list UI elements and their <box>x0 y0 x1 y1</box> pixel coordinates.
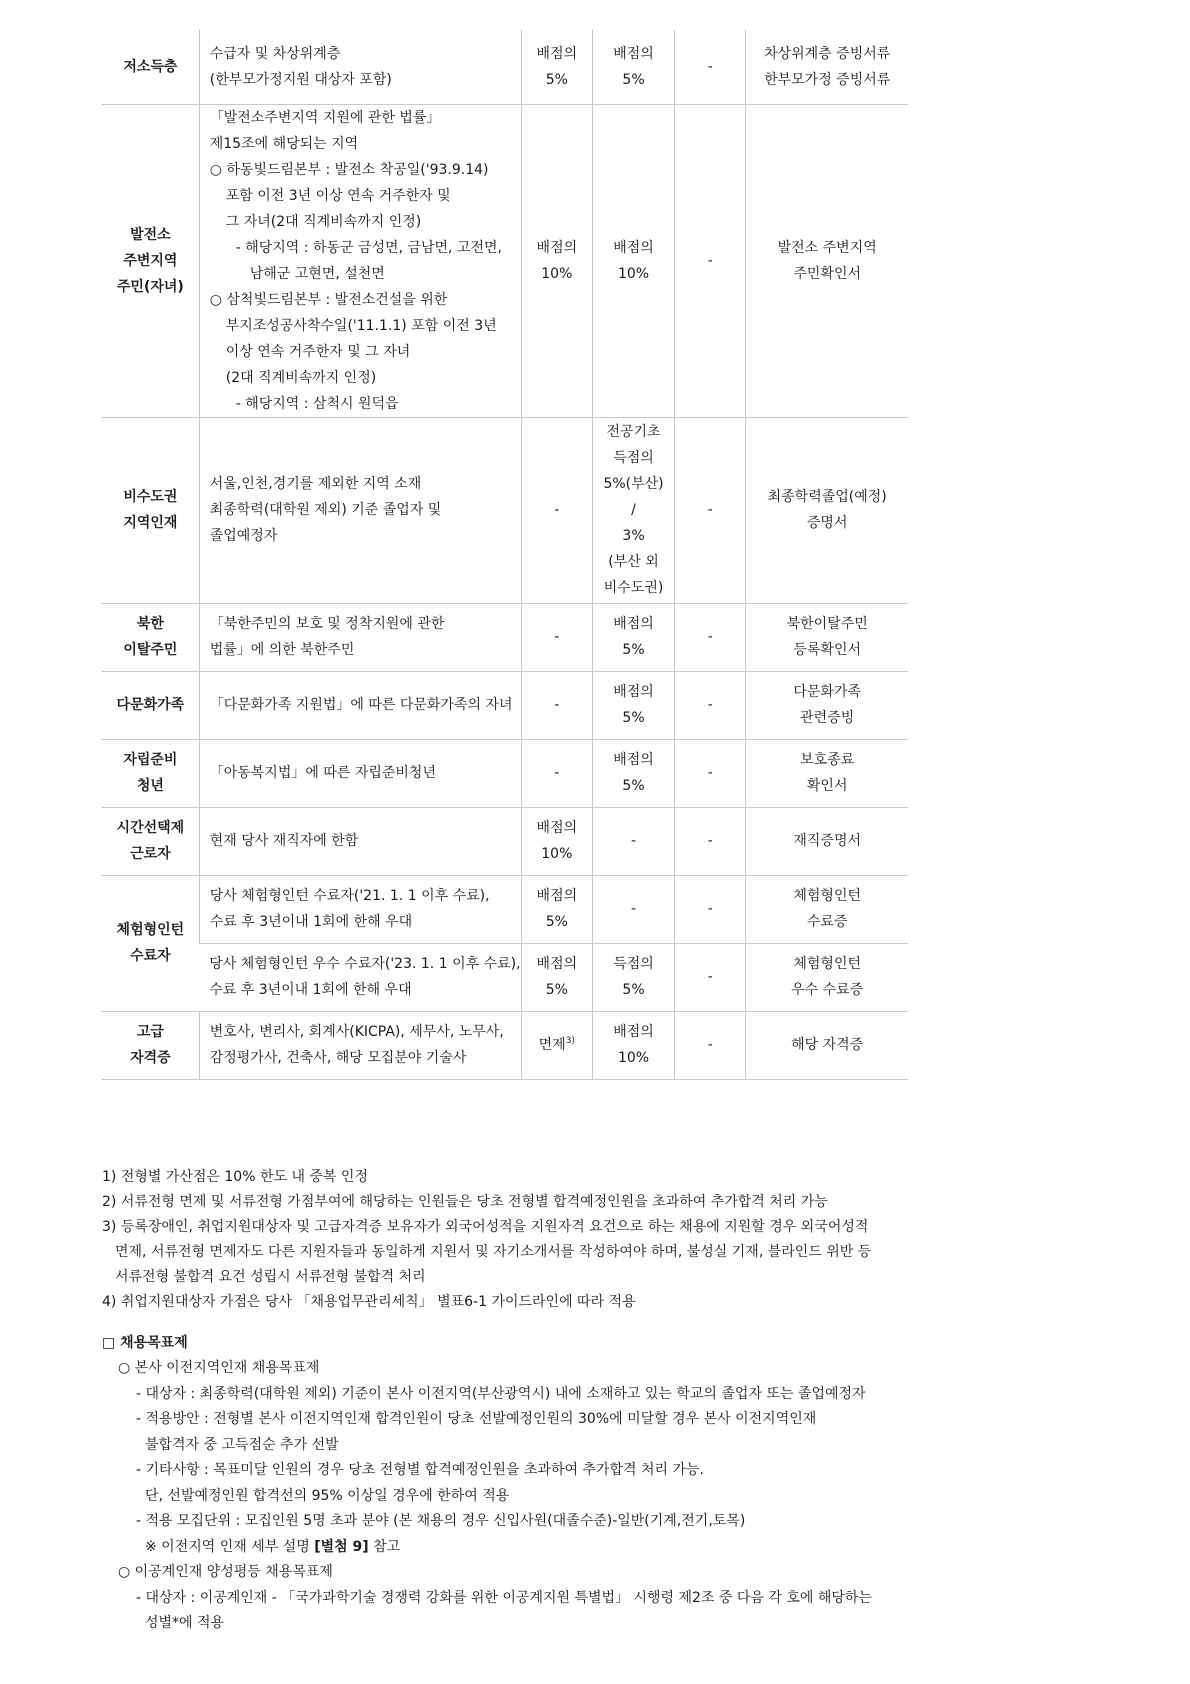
footnote-line: 면제, 서류전형 면제자도 다른 지원자들과 동일하게 지원서 및 자기소개서를 작성하여야 하며, 불성실 기재, 블라인드 위반 등 <box>115 1244 872 1260</box>
written-bonus-cell <box>675 807 746 875</box>
cell-line: - <box>707 697 713 713</box>
doc-exemption-cell <box>521 1011 592 1079</box>
doc-exemption-cell <box>521 417 592 603</box>
description-line: ○ 하동빛드림본부 : 발전소 착공일('93.9.14) <box>209 161 489 178</box>
description-line: 변호사, 변리사, 회계사(KICPA), 세무사, 노무사, <box>209 1024 504 1040</box>
cell-line: 수료증 <box>806 914 848 930</box>
description-line: 서울,인천,경기를 제외한 지역 소재 <box>209 476 422 492</box>
written-bonus-cell <box>675 30 746 104</box>
required-docs-cell <box>746 30 908 104</box>
cell-line: 5% <box>545 914 568 930</box>
cell-line: - <box>707 502 713 518</box>
written-bonus-cell <box>675 104 746 417</box>
table-row <box>102 603 908 671</box>
cell-line: - <box>707 969 713 985</box>
cell-line: 배점의 <box>536 888 578 904</box>
category-line: 발전소 <box>130 226 171 243</box>
cell-line: 배점의 <box>613 1024 654 1040</box>
doc-bonus-cell <box>592 1011 674 1079</box>
cell-line: 배점의 <box>613 45 654 62</box>
cell-line: 배점의 <box>613 616 654 632</box>
cell-line: 해당 자격증 <box>791 1037 864 1053</box>
cell-line: - <box>631 833 637 849</box>
category-line: 시간선택제 <box>116 820 185 836</box>
cell-line: 최종학력졸업(예정) <box>767 489 887 505</box>
description-line: 당사 체험형인턴 우수 수료자('23. 1. 1 이후 수료), <box>209 956 521 972</box>
category-cell <box>102 603 199 671</box>
cell-line: 보호종료 <box>800 752 855 768</box>
category-cell <box>102 807 199 875</box>
cell-line: 등록확인서 <box>793 642 861 658</box>
eligibility-cell <box>199 807 521 875</box>
category-line: 지역인재 <box>123 515 178 531</box>
cell-line: 확인서 <box>806 778 848 794</box>
recruitment-target-section <box>102 1330 1102 1637</box>
description-line: 감정평가사, 건축사, 해당 모집분야 기술사 <box>209 1050 467 1066</box>
required-docs-cell <box>746 739 908 807</box>
target-line: - 기타사항 : 목표미달 인원의 경우 당초 전형별 합격예정인원을 초과하여 추가합격 처리 가능. <box>136 1462 705 1478</box>
doc-exemption-cell <box>521 104 592 417</box>
target-line: - 적용 모집단위 : 모집인원 5명 초과 분야 (본 채용의 경우 신입사원(대졸수준)-일반(기계,전기,토목) <box>136 1513 746 1529</box>
doc-exemption-cell <box>521 603 592 671</box>
cell-line: - <box>707 901 713 917</box>
required-docs-cell <box>746 104 908 417</box>
doc-bonus-cell <box>592 603 674 671</box>
description-line: 최종학력(대학원 제외) 기준 졸업자 및 <box>209 502 442 518</box>
cell-line: - <box>554 765 560 781</box>
doc-exemption-cell <box>521 739 592 807</box>
target-line: 불합격자 중 고득점순 추가 선발 <box>145 1436 339 1453</box>
category-cell <box>102 875 199 1011</box>
table-row <box>102 104 908 417</box>
required-docs-cell <box>746 417 908 603</box>
cell-line: 10% <box>541 846 573 862</box>
table-row <box>102 417 908 603</box>
category-cell <box>102 1011 199 1079</box>
footnote-line: 서류전형 불합격 요건 성립시 서류전형 불합격 처리 <box>115 1269 426 1285</box>
category-line: 저소득층 <box>123 58 178 75</box>
description-line: - 해당지역 : 하동군 금성면, 금남면, 고전면, <box>235 239 502 256</box>
cell-line: 체험형인턴 <box>793 888 861 904</box>
description-line: 부지조성공사착수일('11.1.1) 포함 이전 3년 <box>225 317 497 334</box>
category-line: 체험형인턴 <box>116 922 185 938</box>
cell-line: 배점의 <box>613 239 654 256</box>
doc-bonus-cell <box>592 875 674 943</box>
cell-line: 배점의 <box>613 752 654 768</box>
cell-line: - <box>707 58 713 75</box>
written-bonus-cell <box>675 875 746 943</box>
description-line: 남해군 고현면, 설천면 <box>249 265 385 282</box>
written-bonus-cell <box>675 417 746 603</box>
doc-exemption-cell <box>521 807 592 875</box>
doc-exemption-cell <box>521 943 592 1011</box>
doc-bonus-cell <box>592 943 674 1011</box>
description-line: 수료 후 3년이내 1회에 한해 우대 <box>209 914 413 930</box>
doc-exemption-cell <box>521 671 592 739</box>
footnotes <box>102 1165 1102 1315</box>
cell-line: 10% <box>617 1050 650 1066</box>
eligibility-cell <box>199 671 521 739</box>
doc-exemption-cell <box>521 30 592 104</box>
cell-line: 10% <box>617 265 650 282</box>
category-line: 청년 <box>136 778 164 794</box>
description-line: 「북한주민의 보호 및 정착지원에 관한 <box>209 616 445 632</box>
cell-line: 5%(부산) <box>603 476 664 492</box>
target-line: ○ 본사 이전지역인재 채용목표제 <box>118 1360 320 1376</box>
cell-line: 차상위계층 증빙서류 <box>764 45 891 62</box>
required-docs-cell <box>746 807 908 875</box>
cell-line: 북한이탈주민 <box>786 616 868 632</box>
table-row <box>102 943 908 1011</box>
cell-line: 주민확인서 <box>793 265 861 282</box>
required-docs-cell <box>746 943 908 1011</box>
doc-exemption-cell <box>521 875 592 943</box>
doc-bonus-cell <box>592 30 674 104</box>
required-docs-cell <box>746 875 908 943</box>
eligibility-cell <box>199 943 521 1011</box>
target-line: ○ 이공계인재 양성평등 채용목표제 <box>118 1564 333 1580</box>
cell-line: 5% <box>622 982 645 998</box>
doc-bonus-cell <box>592 104 674 417</box>
cell-line: 비수도권) <box>603 580 664 596</box>
cell-line: 3% <box>622 528 645 544</box>
annex-reference: [별첨 9] <box>314 1538 369 1555</box>
table-row <box>102 1011 908 1079</box>
required-docs-cell <box>746 1011 908 1079</box>
cell-line: 득점의 <box>613 956 654 972</box>
category-cell <box>102 30 199 104</box>
eligibility-cell <box>199 417 521 603</box>
cell-line: - <box>707 765 713 781</box>
category-line: 다문화가족 <box>116 697 185 713</box>
cell-line: 5% <box>622 710 645 726</box>
footnote-line: 2) 서류전형 면제 및 서류전형 가점부여에 해당하는 인원들은 당초 전형별 합격예정인원을 초과하여 추가합격 처리 가능 <box>102 1194 828 1210</box>
required-docs-cell <box>746 603 908 671</box>
category-line: 이탈주민 <box>123 642 178 658</box>
exemption-text: 면제 <box>538 1037 566 1053</box>
doc-bonus-cell <box>592 807 674 875</box>
table-row <box>102 739 908 807</box>
cell-line: - <box>707 629 713 645</box>
target-line: - 대상자 : 이공계인재 - 「국가과학기술 경쟁력 강화를 위한 이공계지원 특별법」 시행령 제2조 중 다음 각 호에 해당하는 <box>136 1589 872 1606</box>
doc-bonus-cell <box>592 739 674 807</box>
target-line: - 적용방안 : 전형별 본사 이전지역인재 합격인원이 당초 선발예정인원의 30%에 미달할 경우 본사 이전지역인재 <box>136 1411 817 1427</box>
category-cell <box>102 417 199 603</box>
cell-line: 발전소 주변지역 <box>777 239 877 256</box>
table-row <box>102 30 908 104</box>
cell-line: 10% <box>541 265 573 282</box>
description-line: 당사 체험형인턴 수료자('21. 1. 1 이후 수료), <box>209 888 490 904</box>
written-bonus-cell <box>675 603 746 671</box>
cell-line: 5% <box>622 71 645 88</box>
cell-line: / <box>631 502 636 518</box>
description-line: 졸업예정자 <box>209 528 278 544</box>
eligibility-cell <box>199 104 521 417</box>
category-line: 고급 <box>136 1024 164 1040</box>
category-line: 근로자 <box>130 846 171 862</box>
description-line: ○ 삼척빛드림본부 : 발전소건설을 위한 <box>209 291 448 308</box>
cell-line: (부산 외 <box>608 554 659 570</box>
category-cell <box>102 104 199 417</box>
cell-line: - <box>707 1037 713 1053</box>
cell-line: 5% <box>622 642 645 658</box>
category-line: 수료자 <box>130 948 171 964</box>
cell-line: - <box>707 252 713 269</box>
written-bonus-cell <box>675 739 746 807</box>
cell-line: 전공기초 <box>606 424 661 440</box>
cell-line: - <box>554 502 560 518</box>
cell-line: - <box>707 833 713 849</box>
cell-line: 다문화가족 <box>793 684 861 700</box>
description-line: 이상 연속 거주한자 및 그 자녀 <box>225 343 411 360</box>
description-line: 수급자 및 차상위계층 <box>209 45 341 62</box>
footnote-line: 4) 취업지원대상자 가점은 당사 「채용업무관리세칙」 별표6-1 가이드라인에 따라 적용 <box>102 1294 636 1310</box>
category-line: 비수도권 <box>123 489 178 505</box>
category-line: 주변지역 <box>123 252 178 269</box>
description-line: 「발전소주변지역 지원에 관한 법률」 <box>209 109 441 126</box>
cell-line: 5% <box>545 982 568 998</box>
table-row <box>102 807 908 875</box>
section-heading: □ 채용목표제 <box>102 1335 188 1351</box>
cell-line: 체험형인턴 <box>793 956 861 972</box>
category-line: 북한 <box>136 616 164 632</box>
doc-bonus-cell <box>592 417 674 603</box>
category-line: 주민(자녀) <box>116 278 184 295</box>
description-line: 제15조에 해당되는 지역 <box>209 135 359 152</box>
cell-line: - <box>554 629 560 645</box>
target-line: 성별*에 적용 <box>145 1615 225 1631</box>
cell-line: 5% <box>622 778 645 794</box>
description-line: - 해당지역 : 삼척시 원덕읍 <box>235 395 399 412</box>
description-line: (한부모가정지원 대상자 포함) <box>209 71 392 88</box>
preference-table <box>102 30 908 1080</box>
footnote-line: 1) 전형별 가산점은 10% 한도 내 중복 인정 <box>102 1169 368 1185</box>
description-line: 「다문화가족 지원법」에 따른 다문화가족의 자녀 <box>209 697 513 713</box>
cell-line: 관련증빙 <box>800 710 855 726</box>
required-docs-cell <box>746 671 908 739</box>
written-bonus-cell <box>675 1011 746 1079</box>
description-line: 「아동복지법」에 따른 자립준비청년 <box>209 765 436 781</box>
target-line: 단, 선발예정인원 합격선의 95% 이상일 경우에 한하여 적용 <box>145 1487 510 1504</box>
cell-line: 5% <box>545 71 568 88</box>
target-line: ※ 이전지역 인재 세부 설명 [별첨 9] 참고 <box>145 1538 401 1555</box>
cell-line: - <box>554 697 560 713</box>
cell-line: 배점의 <box>536 45 578 62</box>
description-line: (2대 직계비속까지 인정) <box>225 369 377 386</box>
cell-line: 배점의 <box>613 684 654 700</box>
cell-line: 증명서 <box>806 515 848 531</box>
category-cell <box>102 739 199 807</box>
description-line: 포함 이전 3년 이상 연속 거주한자 및 <box>225 187 451 204</box>
eligibility-cell <box>199 739 521 807</box>
target-line: - 대상자 : 최종학력(대학원 제외) 기준이 본사 이전지역(부산광역시) 내에 소재하고 있는 학교의 졸업자 또는 졸업예정자 <box>136 1385 866 1402</box>
description-line: 수료 후 3년이내 1회에 한해 우대 <box>209 982 412 998</box>
footnote-line: 3) 등록장애인, 취업지원대상자 및 고급자격증 보유자가 외국어성적을 지원자격 요건으로 하는 채용에 지원할 경우 외국어성적 <box>102 1219 869 1235</box>
table-row <box>102 671 908 739</box>
eligibility-cell <box>199 875 521 943</box>
category-line: 자립준비 <box>123 752 178 768</box>
written-bonus-cell <box>675 943 746 1011</box>
eligibility-cell <box>199 603 521 671</box>
cell-line: 배점의 <box>536 956 578 972</box>
category-line: 자격증 <box>130 1050 171 1066</box>
footnote-ref: 3) <box>565 1036 575 1046</box>
cell-line: 재직증명서 <box>793 833 861 849</box>
category-cell <box>102 671 199 739</box>
description-line: 그 자녀(2대 직계비속까지 인정) <box>225 213 422 230</box>
cell-line: 한부모가정 증빙서류 <box>764 71 891 88</box>
eligibility-cell <box>199 30 521 104</box>
eligibility-cell <box>199 1011 521 1079</box>
doc-bonus-cell <box>592 671 674 739</box>
cell-line: 우수 수료증 <box>791 982 864 998</box>
cell-line: 득점의 <box>613 450 654 466</box>
table-row <box>102 875 908 943</box>
cell-line: - <box>631 901 637 917</box>
written-bonus-cell <box>675 671 746 739</box>
cell-line: 배점의 <box>536 820 578 836</box>
description-line: 현재 당사 재직자에 한함 <box>209 833 359 849</box>
description-line: 법률」에 의한 북한주민 <box>209 642 355 658</box>
cell-line: 배점의 <box>536 239 578 256</box>
